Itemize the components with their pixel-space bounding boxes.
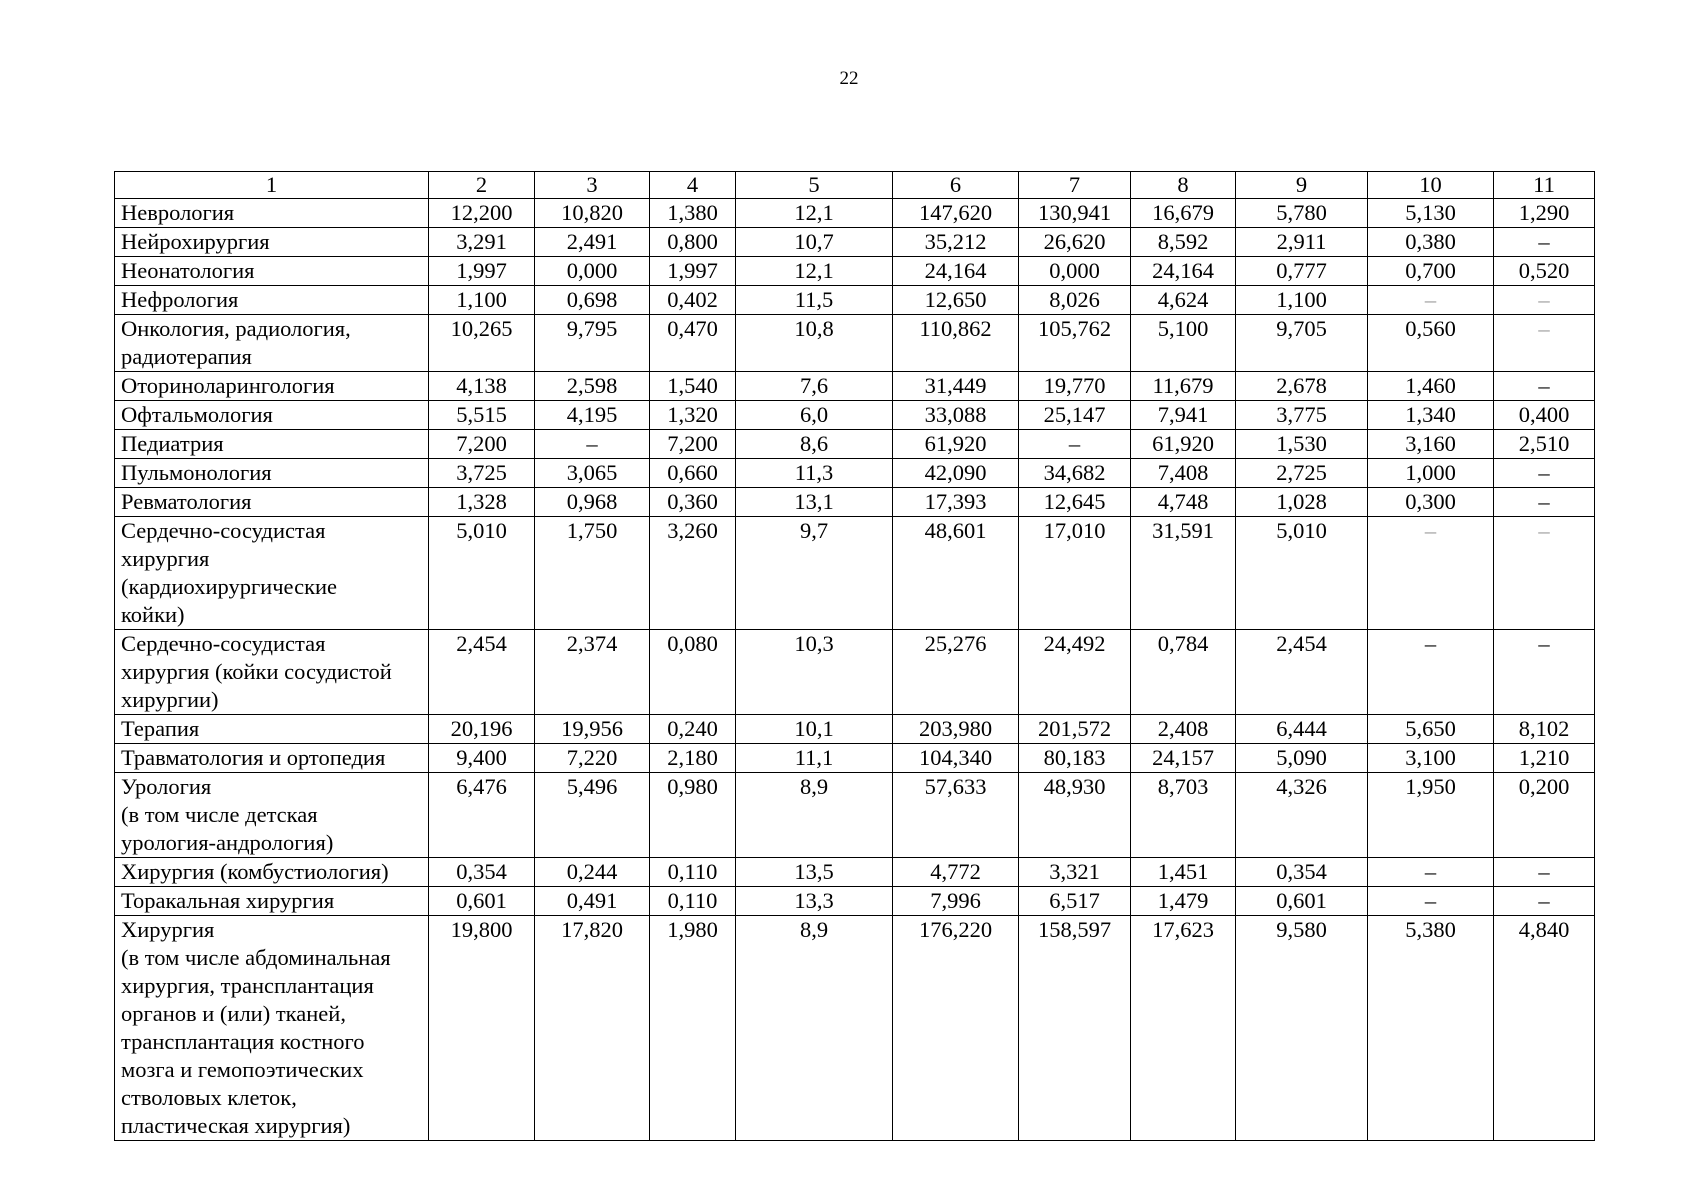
value-cell-col-2: 7,200 xyxy=(429,430,535,459)
value-cell-col-3: 2,598 xyxy=(535,372,650,401)
value-cell-col-10: 1,950 xyxy=(1368,773,1494,858)
value-cell-col-11: 0,520 xyxy=(1494,257,1595,286)
value-cell-col-2: 4,138 xyxy=(429,372,535,401)
value-cell-col-10: 5,130 xyxy=(1368,199,1494,228)
value-cell-col-10: 5,650 xyxy=(1368,715,1494,744)
value-cell-col-6: 4,772 xyxy=(893,858,1019,887)
specialty-name: Травматология и ортопедия xyxy=(115,744,429,773)
value-cell-col-11: 1,210 xyxy=(1494,744,1595,773)
specialty-name: Терапия xyxy=(115,715,429,744)
value-cell-col-4: 0,470 xyxy=(650,315,736,372)
value-cell-col-8: 8,703 xyxy=(1131,773,1236,858)
column-header-5: 5 xyxy=(736,172,893,199)
specialty-name: Торакальная хирургия xyxy=(115,887,429,916)
value-cell-col-7: 25,147 xyxy=(1019,401,1131,430)
value-cell-col-8: 61,920 xyxy=(1131,430,1236,459)
value-cell-col-8: 2,408 xyxy=(1131,715,1236,744)
value-cell-col-3: – xyxy=(535,430,650,459)
value-cell-col-4: 0,660 xyxy=(650,459,736,488)
value-cell-col-6: 24,164 xyxy=(893,257,1019,286)
value-cell-col-2: 0,354 xyxy=(429,858,535,887)
value-cell-col-8: 16,679 xyxy=(1131,199,1236,228)
specialty-name: Пульмонология xyxy=(115,459,429,488)
value-cell-col-9: 0,777 xyxy=(1236,257,1368,286)
table-row xyxy=(115,858,1595,887)
value-cell-col-6: 48,601 xyxy=(893,517,1019,630)
table-row xyxy=(115,199,1595,228)
value-cell-col-10: 3,160 xyxy=(1368,430,1494,459)
value-cell-col-10: – xyxy=(1368,858,1494,887)
value-cell-col-6: 35,212 xyxy=(893,228,1019,257)
value-cell-col-7: 201,572 xyxy=(1019,715,1131,744)
value-cell-col-2: 1,100 xyxy=(429,286,535,315)
value-cell-col-5: 10,1 xyxy=(736,715,893,744)
page-number: 22 xyxy=(839,68,859,89)
value-cell-col-4: 0,110 xyxy=(650,858,736,887)
value-cell-col-7: 48,930 xyxy=(1019,773,1131,858)
value-cell-col-5: 11,1 xyxy=(736,744,893,773)
value-cell-col-2: 20,196 xyxy=(429,715,535,744)
value-cell-col-4: 0,110 xyxy=(650,887,736,916)
value-cell-col-5: 7,6 xyxy=(736,372,893,401)
table-row xyxy=(115,459,1595,488)
value-cell-col-5: 8,9 xyxy=(736,773,893,858)
value-cell-col-9: 1,028 xyxy=(1236,488,1368,517)
value-cell-col-3: 0,244 xyxy=(535,858,650,887)
table-row xyxy=(115,773,1595,858)
value-cell-col-8: 7,408 xyxy=(1131,459,1236,488)
value-cell-col-6: 104,340 xyxy=(893,744,1019,773)
value-cell-col-10: 1,340 xyxy=(1368,401,1494,430)
table-row xyxy=(115,887,1595,916)
table-row xyxy=(115,916,1595,1141)
value-cell-col-11: – xyxy=(1494,228,1595,257)
value-cell-col-7: 19,770 xyxy=(1019,372,1131,401)
value-cell-col-2: 1,328 xyxy=(429,488,535,517)
value-cell-col-3: 5,496 xyxy=(535,773,650,858)
value-cell-col-10: – xyxy=(1368,887,1494,916)
value-cell-col-5: 13,1 xyxy=(736,488,893,517)
value-cell-col-7: 26,620 xyxy=(1019,228,1131,257)
specialty-name: Неонатология xyxy=(115,257,429,286)
value-cell-col-11: 8,102 xyxy=(1494,715,1595,744)
column-header-6: 6 xyxy=(893,172,1019,199)
value-cell-col-11: 0,400 xyxy=(1494,401,1595,430)
value-cell-col-11: 2,510 xyxy=(1494,430,1595,459)
table-header xyxy=(115,172,1595,199)
value-cell-col-9: 9,580 xyxy=(1236,916,1368,1141)
column-header-2: 2 xyxy=(429,172,535,199)
value-cell-col-10: – xyxy=(1368,286,1494,315)
value-cell-col-10: – xyxy=(1368,517,1494,630)
value-cell-col-5: 8,9 xyxy=(736,916,893,1141)
value-cell-col-3: 19,956 xyxy=(535,715,650,744)
value-cell-col-4: 0,240 xyxy=(650,715,736,744)
value-cell-col-11: – xyxy=(1494,488,1595,517)
value-cell-col-3: 3,065 xyxy=(535,459,650,488)
value-cell-col-9: 2,725 xyxy=(1236,459,1368,488)
value-cell-col-5: 10,3 xyxy=(736,630,893,715)
table-row xyxy=(115,630,1595,715)
value-cell-col-4: 2,180 xyxy=(650,744,736,773)
value-cell-col-7: 158,597 xyxy=(1019,916,1131,1141)
specialty-name: Урология (в том числе детская урология-андрология) xyxy=(115,773,429,858)
value-cell-col-11: – xyxy=(1494,517,1595,630)
value-cell-col-6: 17,393 xyxy=(893,488,1019,517)
value-cell-col-8: 8,592 xyxy=(1131,228,1236,257)
specialty-name: Сердечно-сосудистая хирургия (кардиохирургические койки) xyxy=(115,517,429,630)
table-row xyxy=(115,228,1595,257)
value-cell-col-7: 0,000 xyxy=(1019,257,1131,286)
value-cell-col-11: 0,200 xyxy=(1494,773,1595,858)
value-cell-col-4: 1,980 xyxy=(650,916,736,1141)
value-cell-col-9: 4,326 xyxy=(1236,773,1368,858)
table-row xyxy=(115,401,1595,430)
value-cell-col-3: 0,000 xyxy=(535,257,650,286)
specialty-name: Хирургия (комбустиология) xyxy=(115,858,429,887)
value-cell-col-8: 4,748 xyxy=(1131,488,1236,517)
value-cell-col-5: 9,7 xyxy=(736,517,893,630)
specialty-name: Хирургия (в том числе абдоминальная хирургия, трансплантация органов и (или) тканей, трансплантация костного мозга и гемопоэтических стволовых клеток, пластическая хирургия) xyxy=(115,916,429,1141)
value-cell-col-5: 8,6 xyxy=(736,430,893,459)
value-cell-col-2: 1,997 xyxy=(429,257,535,286)
value-cell-col-11: 1,290 xyxy=(1494,199,1595,228)
value-cell-col-4: 1,320 xyxy=(650,401,736,430)
value-cell-col-8: 5,100 xyxy=(1131,315,1236,372)
value-cell-col-7: 3,321 xyxy=(1019,858,1131,887)
value-cell-col-10: 1,460 xyxy=(1368,372,1494,401)
value-cell-col-5: 12,1 xyxy=(736,257,893,286)
value-cell-col-7: 130,941 xyxy=(1019,199,1131,228)
value-cell-col-6: 31,449 xyxy=(893,372,1019,401)
value-cell-col-2: 0,601 xyxy=(429,887,535,916)
value-cell-col-11: – xyxy=(1494,459,1595,488)
value-cell-col-3: 10,820 xyxy=(535,199,650,228)
value-cell-col-11: – xyxy=(1494,315,1595,372)
value-cell-col-6: 12,650 xyxy=(893,286,1019,315)
value-cell-col-5: 13,3 xyxy=(736,887,893,916)
value-cell-col-5: 12,1 xyxy=(736,199,893,228)
value-cell-col-11: 4,840 xyxy=(1494,916,1595,1141)
value-cell-col-3: 1,750 xyxy=(535,517,650,630)
value-cell-col-10: – xyxy=(1368,630,1494,715)
specialty-name: Неврология xyxy=(115,199,429,228)
value-cell-col-2: 2,454 xyxy=(429,630,535,715)
value-cell-col-11: – xyxy=(1494,372,1595,401)
value-cell-col-2: 9,400 xyxy=(429,744,535,773)
specialty-name: Ревматология xyxy=(115,488,429,517)
value-cell-col-2: 5,010 xyxy=(429,517,535,630)
value-cell-col-4: 1,997 xyxy=(650,257,736,286)
value-cell-col-4: 0,980 xyxy=(650,773,736,858)
value-cell-col-11: – xyxy=(1494,887,1595,916)
value-cell-col-10: 5,380 xyxy=(1368,916,1494,1141)
value-cell-col-6: 110,862 xyxy=(893,315,1019,372)
value-cell-col-4: 0,402 xyxy=(650,286,736,315)
value-cell-col-8: 7,941 xyxy=(1131,401,1236,430)
value-cell-col-5: 13,5 xyxy=(736,858,893,887)
value-cell-col-7: 105,762 xyxy=(1019,315,1131,372)
value-cell-col-9: 1,530 xyxy=(1236,430,1368,459)
column-header-7: 7 xyxy=(1019,172,1131,199)
value-cell-col-3: 7,220 xyxy=(535,744,650,773)
value-cell-col-3: 2,491 xyxy=(535,228,650,257)
value-cell-col-2: 6,476 xyxy=(429,773,535,858)
value-cell-col-2: 5,515 xyxy=(429,401,535,430)
value-cell-col-2: 3,725 xyxy=(429,459,535,488)
value-cell-col-9: 3,775 xyxy=(1236,401,1368,430)
header-row xyxy=(115,172,1595,199)
value-cell-col-3: 0,491 xyxy=(535,887,650,916)
value-cell-col-10: 0,560 xyxy=(1368,315,1494,372)
value-cell-col-9: 0,601 xyxy=(1236,887,1368,916)
value-cell-col-4: 1,540 xyxy=(650,372,736,401)
value-cell-col-7: 34,682 xyxy=(1019,459,1131,488)
value-cell-col-3: 2,374 xyxy=(535,630,650,715)
value-cell-col-7: 6,517 xyxy=(1019,887,1131,916)
value-cell-col-2: 10,265 xyxy=(429,315,535,372)
value-cell-col-8: 11,679 xyxy=(1131,372,1236,401)
value-cell-col-8: 0,784 xyxy=(1131,630,1236,715)
value-cell-col-7: 8,026 xyxy=(1019,286,1131,315)
value-cell-col-2: 19,800 xyxy=(429,916,535,1141)
value-cell-col-9: 2,454 xyxy=(1236,630,1368,715)
value-cell-col-2: 12,200 xyxy=(429,199,535,228)
value-cell-col-3: 4,195 xyxy=(535,401,650,430)
value-cell-col-3: 9,795 xyxy=(535,315,650,372)
value-cell-col-9: 2,911 xyxy=(1236,228,1368,257)
value-cell-col-11: – xyxy=(1494,286,1595,315)
table-row xyxy=(115,744,1595,773)
specialty-name: Нейрохирургия xyxy=(115,228,429,257)
value-cell-col-2: 3,291 xyxy=(429,228,535,257)
column-header-4: 4 xyxy=(650,172,736,199)
data-table xyxy=(114,171,1595,1141)
specialty-name: Оториноларингология xyxy=(115,372,429,401)
value-cell-col-6: 203,980 xyxy=(893,715,1019,744)
table-row xyxy=(115,257,1595,286)
value-cell-col-6: 25,276 xyxy=(893,630,1019,715)
value-cell-col-9: 6,444 xyxy=(1236,715,1368,744)
table-body xyxy=(115,199,1595,1141)
value-cell-col-7: 12,645 xyxy=(1019,488,1131,517)
value-cell-col-10: 3,100 xyxy=(1368,744,1494,773)
value-cell-col-6: 33,088 xyxy=(893,401,1019,430)
value-cell-col-8: 1,451 xyxy=(1131,858,1236,887)
column-header-1: 1 xyxy=(115,172,429,199)
specialty-name: Сердечно-сосудистая хирургия (койки сосудистой хирургии) xyxy=(115,630,429,715)
value-cell-col-11: – xyxy=(1494,858,1595,887)
value-cell-col-3: 17,820 xyxy=(535,916,650,1141)
value-cell-col-4: 3,260 xyxy=(650,517,736,630)
value-cell-col-4: 0,360 xyxy=(650,488,736,517)
value-cell-col-10: 0,300 xyxy=(1368,488,1494,517)
value-cell-col-10: 0,700 xyxy=(1368,257,1494,286)
value-cell-col-7: 80,183 xyxy=(1019,744,1131,773)
table-row xyxy=(115,430,1595,459)
value-cell-col-8: 31,591 xyxy=(1131,517,1236,630)
specialty-name: Педиатрия xyxy=(115,430,429,459)
value-cell-col-6: 42,090 xyxy=(893,459,1019,488)
value-cell-col-9: 5,780 xyxy=(1236,199,1368,228)
table-row xyxy=(115,488,1595,517)
value-cell-col-4: 1,380 xyxy=(650,199,736,228)
table-row xyxy=(115,315,1595,372)
value-cell-col-6: 176,220 xyxy=(893,916,1019,1141)
value-cell-col-11: – xyxy=(1494,630,1595,715)
value-cell-col-6: 147,620 xyxy=(893,199,1019,228)
table-row xyxy=(115,517,1595,630)
value-cell-col-9: 5,010 xyxy=(1236,517,1368,630)
specialty-name: Офтальмология xyxy=(115,401,429,430)
value-cell-col-5: 10,8 xyxy=(736,315,893,372)
column-header-10: 10 xyxy=(1368,172,1494,199)
value-cell-col-8: 1,479 xyxy=(1131,887,1236,916)
column-header-9: 9 xyxy=(1236,172,1368,199)
value-cell-col-8: 24,157 xyxy=(1131,744,1236,773)
value-cell-col-9: 0,354 xyxy=(1236,858,1368,887)
specialty-name: Нефрология xyxy=(115,286,429,315)
value-cell-col-5: 11,5 xyxy=(736,286,893,315)
value-cell-col-7: 24,492 xyxy=(1019,630,1131,715)
value-cell-col-6: 7,996 xyxy=(893,887,1019,916)
value-cell-col-7: – xyxy=(1019,430,1131,459)
value-cell-col-5: 11,3 xyxy=(736,459,893,488)
value-cell-col-3: 0,968 xyxy=(535,488,650,517)
value-cell-col-5: 10,7 xyxy=(736,228,893,257)
column-header-11: 11 xyxy=(1494,172,1595,199)
value-cell-col-9: 2,678 xyxy=(1236,372,1368,401)
value-cell-col-10: 1,000 xyxy=(1368,459,1494,488)
value-cell-col-7: 17,010 xyxy=(1019,517,1131,630)
value-cell-col-9: 1,100 xyxy=(1236,286,1368,315)
column-header-8: 8 xyxy=(1131,172,1236,199)
value-cell-col-4: 0,800 xyxy=(650,228,736,257)
specialty-name: Онкология, радиология, радиотерапия xyxy=(115,315,429,372)
value-cell-col-4: 7,200 xyxy=(650,430,736,459)
value-cell-col-4: 0,080 xyxy=(650,630,736,715)
table-row xyxy=(115,372,1595,401)
table-row xyxy=(115,715,1595,744)
column-header-3: 3 xyxy=(535,172,650,199)
value-cell-col-10: 0,380 xyxy=(1368,228,1494,257)
value-cell-col-8: 24,164 xyxy=(1131,257,1236,286)
value-cell-col-8: 17,623 xyxy=(1131,916,1236,1141)
table-row xyxy=(115,286,1595,315)
value-cell-col-9: 5,090 xyxy=(1236,744,1368,773)
value-cell-col-6: 57,633 xyxy=(893,773,1019,858)
value-cell-col-5: 6,0 xyxy=(736,401,893,430)
value-cell-col-9: 9,705 xyxy=(1236,315,1368,372)
value-cell-col-8: 4,624 xyxy=(1131,286,1236,315)
value-cell-col-6: 61,920 xyxy=(893,430,1019,459)
value-cell-col-3: 0,698 xyxy=(535,286,650,315)
